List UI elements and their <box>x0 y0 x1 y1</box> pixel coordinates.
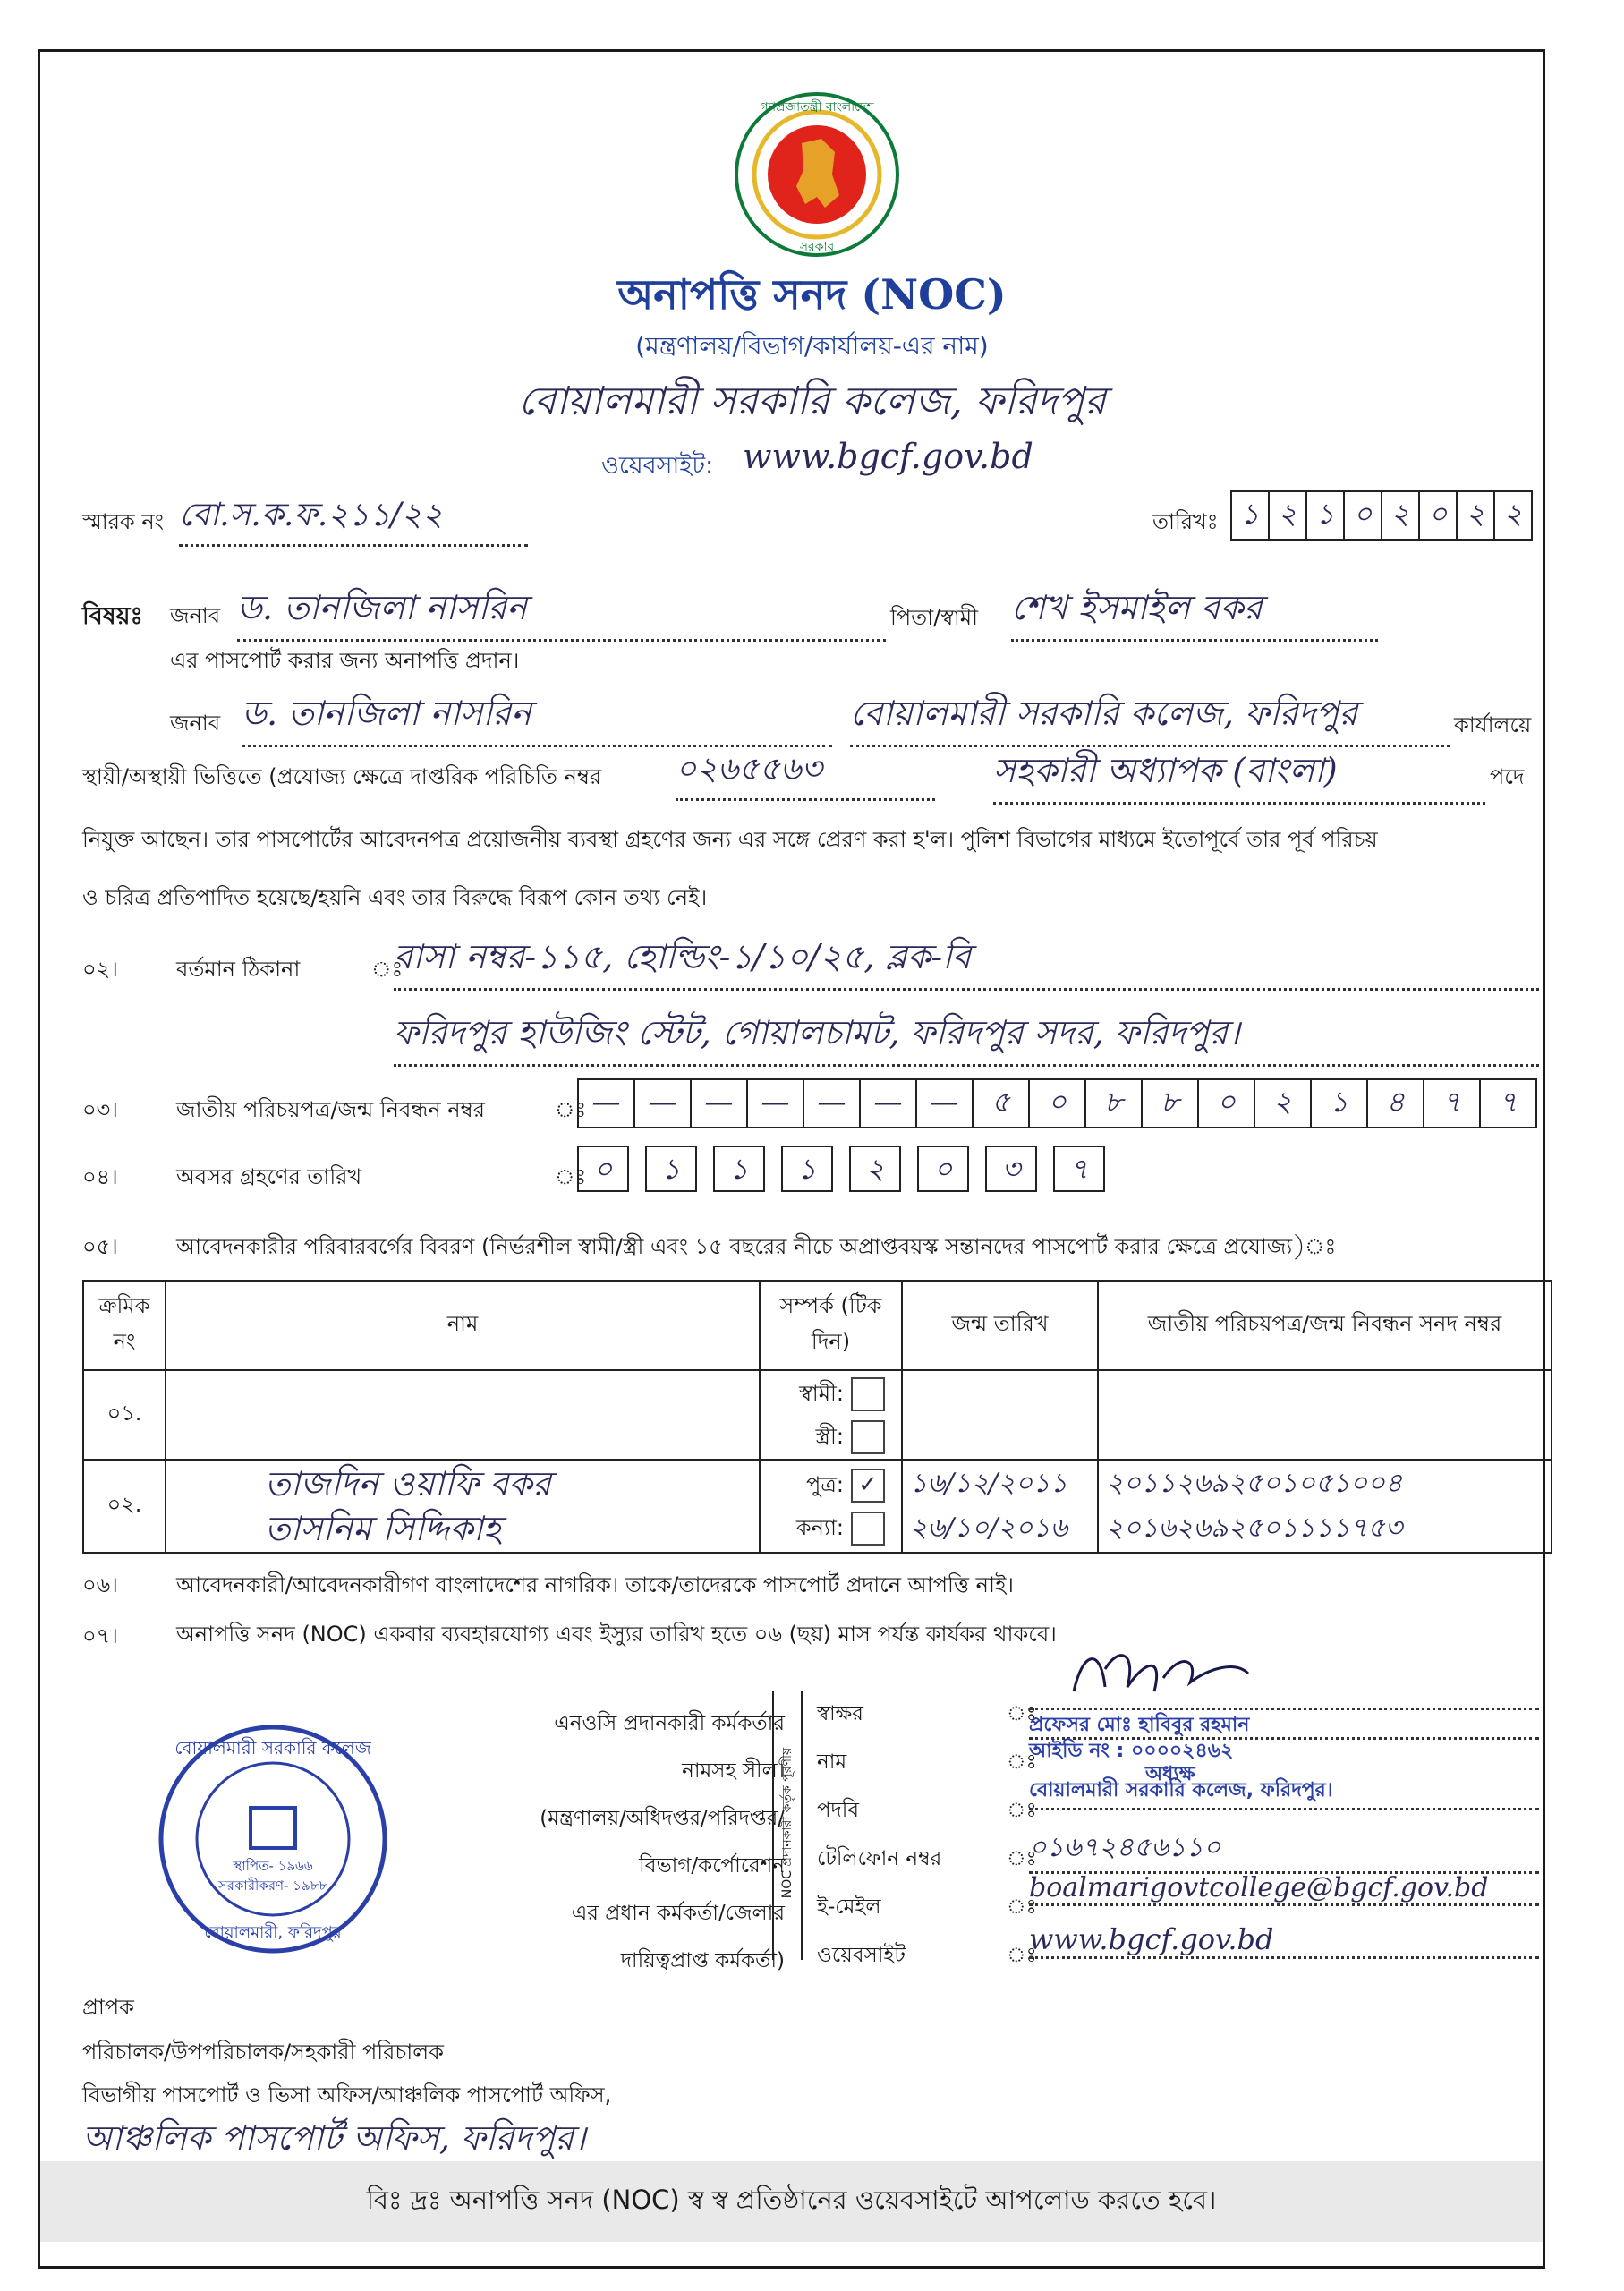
emblem-ring-bottom: সরকার <box>799 240 835 254</box>
issuer-description-line: দায়িত্বপ্রাপ্ত কর্মকর্তা) <box>620 1949 785 1972</box>
issuer-website: www.bgcf.gov.bd <box>1029 1922 1539 1959</box>
digit-box: ২ <box>1270 492 1307 539</box>
recipient-line-3: আঞ্চলিক পাসপোর্ট অফিস, ফরিদপুর। <box>82 2112 718 2172</box>
nid-colon: ঃ <box>555 1097 587 1122</box>
child-name-2: তাসনিম সিদ্দিকাহ <box>265 1509 501 1548</box>
digit-box: ৭ <box>1053 1146 1105 1192</box>
retire-label: অবসর গ্রহণের তারিখ <box>176 1164 362 1189</box>
official-id: ০২৬৫৫৬৩ <box>676 745 935 801</box>
date-label: তারিখঃ <box>1152 509 1219 534</box>
digit-box: ০ <box>577 1146 629 1192</box>
issuer-description <box>540 1700 785 1985</box>
issuer-description-line: (মন্ত্রণালয়/অধিদপ্তর/পরিদপ্তর/ <box>540 1807 785 1830</box>
government-emblem <box>732 89 902 260</box>
child-dob-2: ২৬/১০/২০১৬ <box>910 1512 1068 1544</box>
memo-number: বো.স.ক.ফ.২১১/২২ <box>179 490 528 547</box>
parent-label: পিতা/স্বামী <box>890 605 978 630</box>
digit-box: ৮ <box>1086 1080 1143 1127</box>
college-seal <box>152 1718 394 1960</box>
child-dob-1: ১৬/১২/২০১১ <box>910 1468 1068 1499</box>
relation-daughter-label: কন্যা: <box>795 1515 844 1540</box>
digit-box: ০ <box>1420 492 1458 539</box>
body-office: বোয়ালমারী সরকারি কলেজ, ফরিদপুর <box>850 687 1450 747</box>
digit-box: — <box>917 1080 974 1127</box>
issuer-description-line: নামসহ সীল। <box>682 1759 785 1783</box>
table-row <box>83 1370 1552 1460</box>
item-03-number: ০৩। <box>82 1097 118 1122</box>
digit-box: ০ <box>1345 492 1382 539</box>
digit-box: ০ <box>1030 1080 1086 1127</box>
vertical-label: NOC প্রদানকারী কর্তৃক পূরণীয় <box>780 1747 795 1899</box>
digit-box: ৫ <box>974 1080 1030 1127</box>
stamp-name: প্রফেসর মোঃ হাবিবুর রহমান <box>1029 1714 1539 1740</box>
issuer-description-line: এনওসি প্রদানকারী কর্মকর্তার <box>554 1712 785 1735</box>
digit-box: ১ <box>1312 1080 1368 1127</box>
row1-serial: ০১. <box>83 1370 166 1460</box>
digit-box: ৮ <box>1143 1080 1199 1127</box>
website-label: ওয়েবসাইট: <box>601 452 714 480</box>
body-name: ড. তানজিলা নাসরিন <box>242 687 832 747</box>
digit-box: ১ <box>781 1146 833 1192</box>
digit-box: — <box>861 1080 917 1127</box>
child-nid-2: ২০১৬২৬৯২৫০১১১১৭৫৩ <box>1106 1512 1403 1544</box>
digit-box: ২ <box>1382 492 1420 539</box>
digit-box: ১ <box>645 1146 697 1192</box>
digit-box: ২ <box>849 1146 901 1192</box>
stamp-office: বোয়ালমারী সরকারি কলেজ, ফরিদপুর। <box>1029 1775 1539 1810</box>
issuer-field-label: নাম <box>817 1750 847 1774</box>
footer-note <box>40 2161 1543 2242</box>
col-dob: জন্ম তারিখ <box>902 1281 1098 1370</box>
issuer-field-label: পদবি <box>817 1799 860 1822</box>
stamp-designation: অধ্যক্ষ <box>1145 1763 1195 1785</box>
digit-box: ৭ <box>1424 1080 1481 1127</box>
digit-box: ০ <box>1199 1080 1255 1127</box>
digit-box: ৪ <box>1368 1080 1424 1127</box>
retire-colon: ঃ <box>555 1164 587 1189</box>
row1-dob <box>902 1370 1098 1460</box>
col-nid: জাতীয় পরিচয়পত্র/জন্ম নিবন্ধন সনদ নম্বর <box>1098 1281 1552 1370</box>
issuer-email: boalmarigovtcollege@bgcf.gov.bd <box>1029 1872 1539 1906</box>
item-07-number: ০৭। <box>82 1623 118 1648</box>
issuer-description-line: এর প্রধান কর্মকর্তা/জেলার <box>571 1902 785 1925</box>
digit-box: ১ <box>1307 492 1345 539</box>
digit-box: — <box>692 1080 748 1127</box>
son-checkbox[interactable]: ✓ <box>851 1469 885 1503</box>
digit-box: — <box>748 1080 804 1127</box>
row2-dob <box>902 1460 1098 1553</box>
issuer-field-label: টেলিফোন নম্বর <box>817 1847 942 1870</box>
issuer-phone: ০১৬৭২৪৫৬১১০ <box>1029 1826 1539 1874</box>
document-title: অনাপত্তি সনদ (NOC) <box>617 270 1007 319</box>
subject-prefix: জনাব <box>170 603 221 628</box>
item-04-number: ০৪। <box>82 1164 118 1189</box>
issuer-field-label: ই-মেইল <box>817 1895 881 1919</box>
row2-nid <box>1098 1460 1552 1553</box>
family-table <box>82 1280 1552 1554</box>
row1-relation <box>760 1370 902 1460</box>
relation-husband-label: স্বামী: <box>799 1381 844 1406</box>
nid-boxes <box>577 1078 1537 1128</box>
recipient-label: প্রাপক <box>82 1995 134 2020</box>
emblem-ring-top: গণপ্রজাতন্ত্রী বাংলাদেশ <box>760 100 874 115</box>
digit-box: ২ <box>1255 1080 1312 1127</box>
daughter-checkbox[interactable] <box>851 1512 885 1546</box>
digit-box: ১ <box>713 1146 765 1192</box>
row1-name <box>166 1370 760 1460</box>
body-paragraph: নিযুক্ত আছেন। তার পাসপোর্টের আবেদনপত্র প্রয়োজনীয় ব্যবস্থা গ্রহণের জন্য এর সঙ্গে প্রেরণ করা হ'ল। পুলিশ বিভাগের মাধ্যমে ইতোপূর্বে তার পূর্ব পরিচয় <box>82 827 1378 852</box>
digit-box: ৩ <box>985 1146 1037 1192</box>
office-suffix: কার্যালয়ে <box>1454 712 1532 737</box>
designation: সহকারী অধ্যাপক (বাংলা) <box>993 745 1485 805</box>
body-paragraph-2: ও চরিত্র প্রতিপাদিত হয়েছে/হয়নি এবং তার বিরুদ্ধে বিরূপ কোন তথ্য নেই। <box>82 885 708 910</box>
subject-label: বিষয়ঃ <box>82 602 143 630</box>
parent-value: শেখ ইসমাইল বকর <box>1011 582 1378 642</box>
seal-top-text: বোয়ালমারী সরকারি কলেজ <box>174 1737 371 1759</box>
col-serial: ক্রমিক নং <box>83 1281 166 1370</box>
issuer-field-labels <box>817 1690 941 1980</box>
basis-text: স্থায়ী/অস্থায়ী ভিত্তিতে (প্রযোজ্য ক্ষেত্রে দাপ্তরিক পরিচিতি নম্বর <box>82 764 602 789</box>
row2-names <box>166 1460 760 1553</box>
item-02-number: ০২। <box>82 957 118 982</box>
vertical-label-box <box>772 1691 803 1960</box>
subject-name: ড. তানজিলা নাসরিন <box>237 582 886 642</box>
digit-box: ২ <box>1503 497 1523 531</box>
child-name-1: তাজদিন ওয়াফি বকর <box>265 1464 551 1503</box>
table-row <box>83 1460 1552 1553</box>
validity-text: অনাপত্তি সনদ (NOC) একবার ব্যবহারযোগ্য এবং ইস্যুর তারিখ হতে ০৬ (ছয়) মাস পর্যন্ত কার্যকর থাকবে। <box>176 1622 1057 1647</box>
relation-son-label: পুত্র: <box>805 1472 844 1497</box>
footer-note-text: বিঃ দ্রঃ অনাপত্তি সনদ (NOC) স্ব স্ব প্রতিষ্ঠানের ওয়েবসাইটে আপলোড করতে হবে। <box>366 2184 1217 2215</box>
row1-nid <box>1098 1370 1552 1460</box>
nid-label: জাতীয় পরিচয়পত্র/জন্ম নিবন্ধন নম্বর <box>176 1097 485 1122</box>
seal-line-1: স্থাপিত- ১৯৬৬ <box>233 1858 313 1874</box>
digit-box: ১ <box>1232 492 1270 539</box>
row2-relation <box>760 1460 902 1553</box>
address-label: বর্তমান ঠিকানা <box>176 957 301 982</box>
subject-line2: এর পাসপোর্ট করার জন্য অনাপত্তি প্রদান। <box>170 648 520 673</box>
family-label: আবেদনকারীর পরিবারবর্গের বিবরণ (নির্ভরশীল স্বামী/স্ত্রী এবং ১৫ বছরের নীচে অপ্রাপ্তবয়স্ক সন্তানদের পাসপোর্ট করার ক্ষেত্রে প্রযোজ্য)ঃ <box>176 1234 1337 1259</box>
body-prefix: জনাব <box>170 711 221 736</box>
relation-wife-label: স্ত্রী: <box>815 1424 844 1449</box>
seal-line-2: সরকারীকরণ- ১৯৮৮ <box>217 1878 328 1894</box>
document-subtitle: (মন্ত্রণালয়/বিভাগ/কার্যালয়-এর নাম) <box>635 331 989 361</box>
office-name: বোয়ালমারী সরকারি কলেজ, ফরিদপুর <box>518 379 1106 424</box>
digit-box: ২ <box>1458 492 1495 539</box>
post-suffix: পদে <box>1490 764 1525 789</box>
issuer-description-line: বিভাগ/কর্পোরেশন <box>639 1854 785 1878</box>
recipient-line-1: পরিচালক/উপপরিচালক/সহকারী পরিচালক <box>82 2040 444 2065</box>
address-colon: ঃ <box>371 957 404 982</box>
digit-box: ০ <box>917 1146 969 1192</box>
wife-checkbox[interactable] <box>851 1420 885 1454</box>
website-value: www.bgcf.gov.bd <box>743 437 1033 476</box>
item-05-number: ০৫। <box>82 1234 118 1259</box>
citizen-text: আবেদনকারী/আবেদনকারীগণ বাংলাদেশের নাগরিক। তাকে/তাদেরকে পাসপোর্ট প্রদানে আপত্তি নাই। <box>176 1572 1015 1597</box>
issuer-field-label: স্বাক্ষর <box>817 1702 863 1725</box>
digit-box: — <box>635 1080 692 1127</box>
memo-label: স্মারক নং <box>82 509 164 534</box>
retire-boxes <box>577 1146 1105 1192</box>
seal-bottom-text: বোয়ালমারী, ফরিদপুর <box>204 1923 342 1942</box>
husband-checkbox[interactable] <box>851 1377 885 1411</box>
address-line-1: বাসা নম্বর-১১৫, হোল্ডিং-১/১০/২৫, ব্লক-বি <box>394 931 1539 991</box>
row2-serial: ০২. <box>83 1460 166 1553</box>
issuer-colons: ঃ ঃ ঃ ঃ ঃ ঃ <box>1007 1702 1037 1967</box>
child-nid-1: ২০১১২৬৯২৫০১০৫১০০৪ <box>1106 1468 1403 1499</box>
issuer-field-label: ওয়েবসাইট <box>817 1944 906 1967</box>
recipient-line-2: বিভাগীয় পাসপোর্ট ও ভিসা অফিস/আঞ্চলিক পাসপোর্ট অফিস, <box>82 2082 612 2108</box>
digit-box: — <box>804 1080 861 1127</box>
address-line-2: ফরিদপুর হাউজিং স্টেট, গোয়ালচামট, ফরিদপুর সদর, ফরিদপুর। <box>394 1007 1539 1067</box>
signature-line <box>1029 1682 1539 1710</box>
digit-box: — <box>579 1080 635 1127</box>
col-name: নাম <box>166 1281 760 1370</box>
col-relation: সম্পর্ক (টিক দিন) <box>760 1281 902 1370</box>
stamp-id: আইডি নং : ০০০০২৪৬২ <box>1029 1740 1234 1762</box>
date-boxes <box>1230 490 1533 541</box>
item-06-number: ০৬। <box>82 1572 118 1597</box>
digit-box: ৭ <box>1499 1085 1518 1119</box>
